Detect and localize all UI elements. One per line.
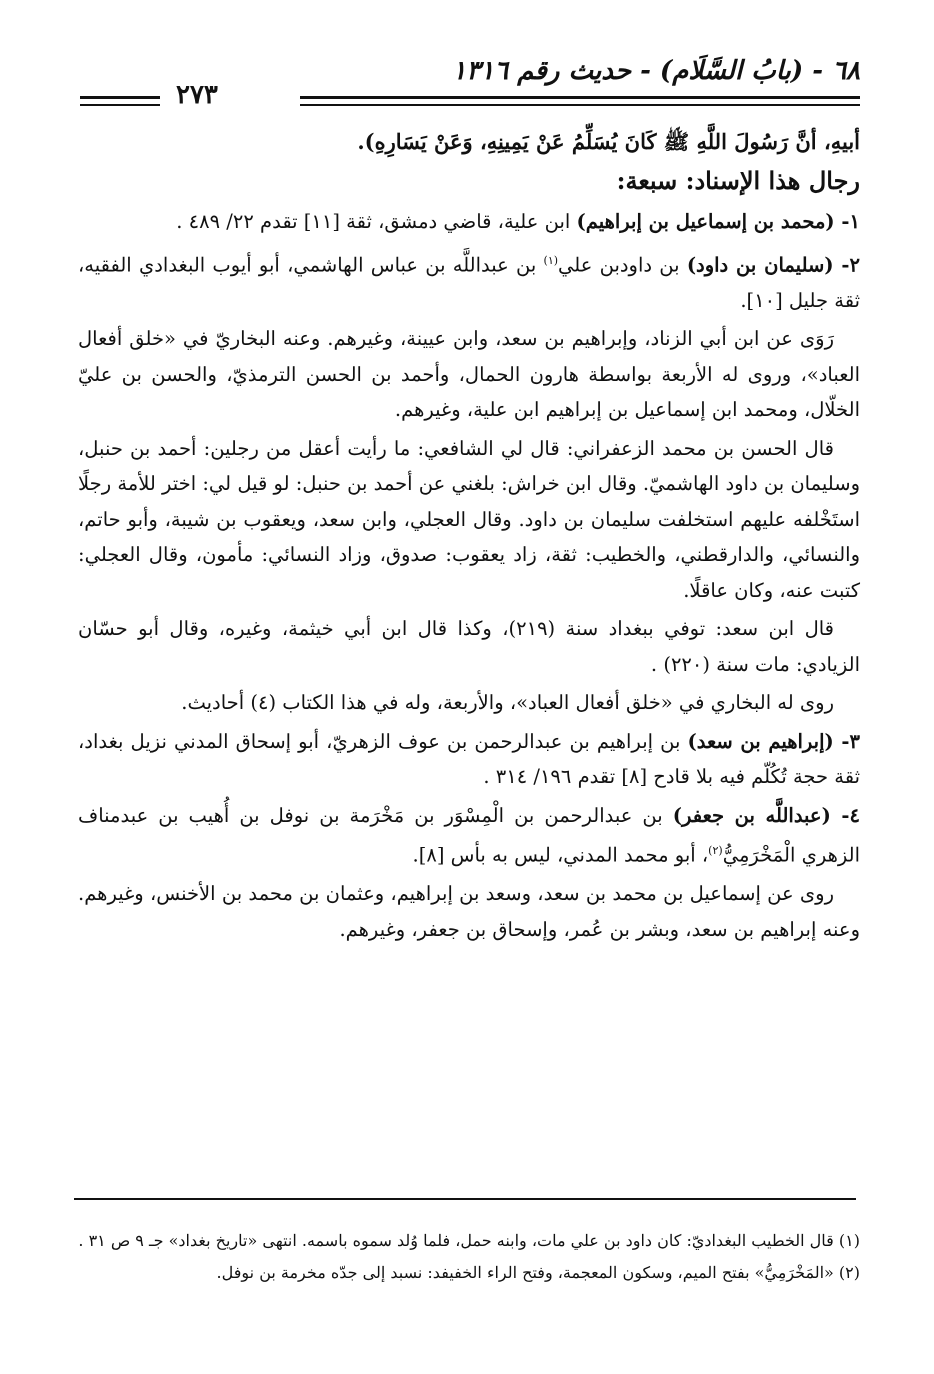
paragraph: روى له البخاري في «خلق أفعال العباد»، والأربعة، وله في هذا الكتاب (٤) أحاديث. bbox=[181, 691, 834, 714]
narrator-number: ٢- bbox=[833, 253, 860, 276]
footnote-1: (١) قال الخطيب البغداديّ: كان داود بن علي مات، وابنه حمل، فلما وُلد سموه باسمه. انتهى «تاريخ بغداد» جـ ٩ ص ٣١ . bbox=[78, 1231, 860, 1250]
header-rule bbox=[300, 96, 860, 106]
narrator-desc: بن عبدالرحمن بن الْمِسْوَر بن مَخْرَمة بن نوفل بن أُهيب بن عبدمناف الزهري الْمَخْرَمِيُّ bbox=[78, 803, 860, 867]
narrator-desc: بن إبراهيم بن عبدالرحمن بن عوف الزهريّ، أبو إسحاق المدني نزيل بغداد، ثقة حجة تُكُلّم فيه بلا قادح [٨] تقدم ١٩٦/ ٣١٤ . bbox=[78, 729, 860, 788]
narrator-name: (عبداللَّه بن جعفر) bbox=[672, 803, 831, 827]
narrator-number: ٣- bbox=[833, 729, 861, 753]
footnote-2: (٢) «المَخْرَمِيُّ» بفتح الميم، وسكون المعجمة، وفتح الراء الخفيفد: نسبد إلى جدّه مخرمة بن نوفل. bbox=[216, 1263, 860, 1282]
paragraph: قال الحسن بن محمد الزعفراني: قال لي الشافعي: ما رأيت أعقل من رجلين: أحمد بن حنبل، وسليمان بن داود الهاشميّ. وقال ابن خراش: بلغني عن أحمد بن حنبل: لو قيل لي: اختر للأمة رجلًا استَخْلفه عليهم استخلفت سليمان بن داود. وقال العجلي، وابن سعد، ويعقوب بن شيبة، وأبو حاتم، والنسائي، والدارقطني، والخطيب: ثقة، زاد يعقوب: صدوق، وزاد النسائي: مأمون، وقال العجلي: كتبت عنه، وكان عاقلًا. bbox=[78, 436, 860, 602]
narrator-desc: ابن علية، قاضي دمشق، ثقة [١١] تقدم ٢٢/ ٤٨٩ . bbox=[176, 210, 577, 233]
footnotes bbox=[78, 1226, 860, 1290]
paragraph: رَوَى عن ابن أبي الزناد، وإبراهيم بن سعد، وابن عيينة، وغيرهم. وعنه البخاريّ في «خلق أفعال العباد»، وروى له الأربعة بواسطة هارون الحمال، وأحمد بن الحسن الترمذيّ، والحسن بن عليّ الخلّال، ومحمد ابن إسماعيل بن إبراهيم ابن علية، وغيرهم. bbox=[78, 327, 860, 421]
narrator-4 bbox=[78, 798, 860, 874]
narrator-name: (إبراهيم بن سعد) bbox=[687, 729, 834, 753]
narrator-number: ١- bbox=[834, 210, 860, 233]
footnote-ref-2[interactable]: (٢) bbox=[708, 844, 723, 857]
paragraph: قال ابن سعد: توفي ببغداد سنة (٢١٩)، وكذا قال ابن أبي خيثمة، وغيره، وقال أبو حسّان الزيادي: مات سنة (٢٢٠) . bbox=[78, 617, 860, 676]
narrator-1 bbox=[78, 204, 860, 240]
footnote-divider bbox=[74, 1198, 856, 1200]
page-number-rule bbox=[80, 96, 160, 106]
narrator-desc-cont: بن عبداللَّه بن عباس الهاشمي، أبو أيوب البغدادي الفقيه، ثقة جليل [١٠]. bbox=[78, 253, 860, 312]
narrator-desc-cont: ، أبو محمد المدني، ليس به بأس [٨]. bbox=[412, 843, 709, 867]
footnote-ref-1[interactable]: (١) bbox=[543, 253, 559, 267]
narrator-name: (محمد بن إسماعيل بن إبراهيم) bbox=[576, 210, 835, 233]
page-header bbox=[80, 56, 860, 116]
section-heading: رجال هذا الإسناد: سبعة: bbox=[616, 165, 860, 195]
narrator-desc: بن داودبن علي bbox=[558, 253, 687, 276]
narrator-2 bbox=[78, 243, 860, 319]
narrator-name: (سليمان بن داود) bbox=[686, 253, 834, 276]
narrator-number: ٤- bbox=[830, 803, 860, 827]
page-number: ٢٧٣ bbox=[176, 80, 218, 110]
hadith-ending: أبيهِ، أنَّ رَسُولَ اللَّهِ ﷺ كَانَ يُسَلِّمُ عَنْ يَمِينِهِ، وَعَنْ يَسَارِهِ). bbox=[357, 129, 860, 154]
paragraph: روى عن إسماعيل بن محمد بن سعد، وسعد بن إبراهيم، وعثمان بن محمد بن الأخنس، وغيرهم. وعنه إبراهيم بن سعد، وبشر بن عُمر، وإسحاق بن جعفر، وغيرهم. bbox=[78, 882, 860, 941]
main-text bbox=[78, 124, 860, 950]
narrator-3 bbox=[78, 724, 860, 795]
running-title: ٦٨ - (بابُ السَّلَام) - حديث رقم ١٣١٦ bbox=[452, 56, 860, 86]
